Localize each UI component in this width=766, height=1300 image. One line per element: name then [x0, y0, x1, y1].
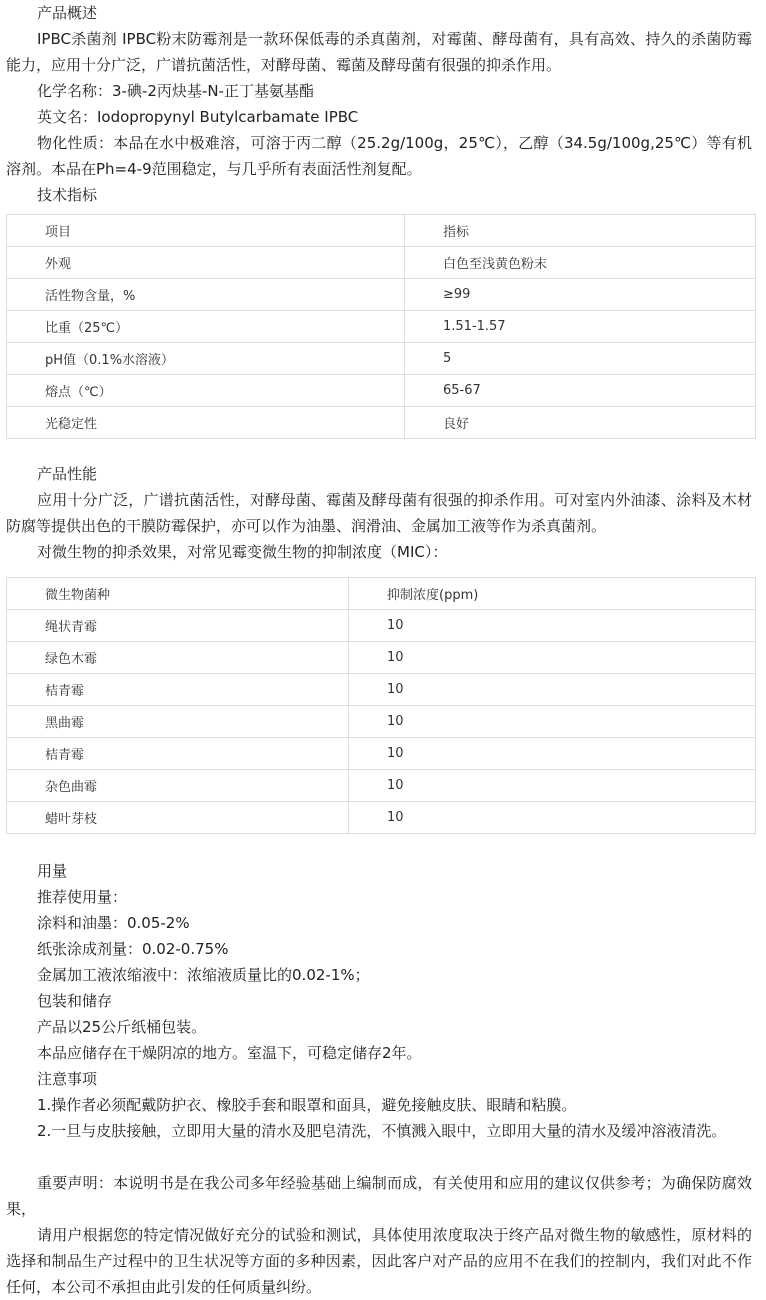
overview-description: IPBC杀菌剂 IPBC粉末防霉剂是一款环保低毒的杀真菌剂，对霉菌、酵母菌有，具有高效、持久的杀菌防霉能力，应用十分广泛，广谱抗菌活性，对酵母菌、霉菌及酵母菌有很强的抑杀作用。 — [6, 30, 752, 74]
spec-value-cell: 良好 — [405, 407, 756, 439]
performance-description: 应用十分广泛，广谱抗菌活性，对酵母菌、霉菌及酵母菌有很强的抑杀作用。可对室内外油漆、涂料及木材防腐等提供出色的干膜防霉保护，亦可以作为油墨、润滑油、金属加工液等作为杀真菌剂。 — [6, 491, 752, 535]
notes-heading: 注意事项 — [37, 1070, 98, 1088]
table-row — [7, 407, 756, 439]
table-row — [7, 343, 756, 375]
dosage-coatings: 涂料和油墨：0.05-2% — [37, 914, 190, 932]
table-row — [7, 375, 756, 407]
spec-item-cell: 外观 — [7, 247, 405, 279]
spec-item-cell: 活性物含量，% — [7, 279, 405, 311]
table-row — [7, 770, 756, 802]
table-row — [7, 311, 756, 343]
spec-item-cell: pH值（0.1%水溶液） — [7, 343, 405, 375]
microbe-name-cell: 桔青霉 — [7, 674, 349, 706]
chemical-name: 化学名称：3-碘-2丙炔基-N-正丁基氨基酯 — [37, 82, 314, 100]
table-header-row — [7, 215, 756, 247]
spec-value-cell: 1.51-1.57 — [405, 311, 756, 343]
note-item-2: 2.一旦与皮肤接触，立即用大量的清水及肥皂清洗，不慎溅入眼中，立即用大量的清水及缓冲溶液清洗。 — [37, 1122, 727, 1140]
mic-intro: 对微生物的抑杀效果，对常见霉变微生物的抑制浓度（MIC）： — [37, 543, 448, 561]
performance-heading: 产品性能 — [37, 465, 98, 483]
table-row — [7, 610, 756, 642]
spec-item-cell: 光稳定性 — [7, 407, 405, 439]
mic-table — [6, 577, 756, 834]
microbe-name-cell: 蜡叶芽枝 — [7, 802, 349, 834]
spec-item-cell: 熔点（℃） — [7, 375, 405, 407]
note-item-1: 1.操作者必须配戴防护衣、橡胶手套和眼罩和面具，避免接触皮肤、眼睛和粘膜。 — [37, 1096, 577, 1114]
spec-heading: 技术指标 — [37, 186, 98, 204]
dosage-heading: 用量 — [37, 862, 68, 880]
physicochemical-properties: 物化性质：本品在水中极难溶，可溶于丙二醇（25.2g/100g，25℃），乙醇（34.5g/100g,25℃）等有机溶剂。本品在Ph=4-9范围稳定，与几乎所有表面活性剂复配。 — [6, 134, 752, 178]
table-row — [7, 738, 756, 770]
english-name: 英文名：Iodopropynyl Butylcarbamate IPBC — [37, 108, 359, 126]
microbe-name-cell: 绿色木霉 — [7, 642, 349, 674]
spec-table — [6, 214, 756, 439]
spec-item-cell: 比重（25℃） — [7, 311, 405, 343]
disclaimer-advice: 请用户根据您的特定情况做好充分的试验和测试，具体使用浓度取决于终产品对微生物的敏感性，原材料的选择和制品生产过程中的卫生状况等方面的多种因素，因此客户对产品的应用不在我们的控制内，我们对此不作任何，本公司不承担由此引发的任何质量纠纷。 — [6, 1226, 752, 1296]
mic-value-cell: 10 — [349, 738, 756, 770]
table-row — [7, 247, 756, 279]
microbe-name-cell: 杂色曲霉 — [7, 770, 349, 802]
microbe-name-cell: 桔青霉 — [7, 738, 349, 770]
spec-value-cell: 5 — [405, 343, 756, 375]
mic-value-cell: 10 — [349, 706, 756, 738]
table-row — [7, 706, 756, 738]
mic-value-cell: 10 — [349, 770, 756, 802]
spec-value-cell: ≥99 — [405, 279, 756, 311]
dosage-paper: 纸张涂成剂量：0.02-0.75% — [37, 940, 229, 958]
table-row — [7, 674, 756, 706]
disclaimer-statement: 重要声明：本说明书是在我公司多年经验基础上编制而成，有关使用和应用的建议仅供参考；为确保防腐效果， — [6, 1174, 752, 1218]
table-row — [7, 279, 756, 311]
table-row — [7, 802, 756, 834]
table-header-cell: 微生物菌种 — [7, 578, 349, 610]
dosage-metalworking: 金属加工液浓缩液中：浓缩液质量比的0.02-1%； — [37, 966, 370, 984]
mic-value-cell: 10 — [349, 610, 756, 642]
table-header-row — [7, 578, 756, 610]
microbe-name-cell: 黑曲霉 — [7, 706, 349, 738]
packaging-heading: 包装和储存 — [37, 992, 113, 1010]
mic-value-cell: 10 — [349, 642, 756, 674]
table-header-cell: 抑制浓度(ppm) — [349, 578, 756, 610]
packaging-info: 产品以25公斤纸桶包装。 — [37, 1018, 207, 1036]
spec-value-cell: 白色至浅黄色粉末 — [405, 247, 756, 279]
recommended-dosage-label: 推荐使用量： — [37, 888, 128, 906]
table-header-cell: 指标 — [405, 215, 756, 247]
mic-value-cell: 10 — [349, 802, 756, 834]
spec-value-cell: 65-67 — [405, 375, 756, 407]
storage-info: 本品应储存在干燥阴凉的地方。室温下，可稳定储存2年。 — [37, 1044, 422, 1062]
table-row — [7, 642, 756, 674]
overview-heading: 产品概述 — [37, 4, 98, 22]
table-header-cell: 项目 — [7, 215, 405, 247]
microbe-name-cell: 绳状青霉 — [7, 610, 349, 642]
mic-value-cell: 10 — [349, 674, 756, 706]
